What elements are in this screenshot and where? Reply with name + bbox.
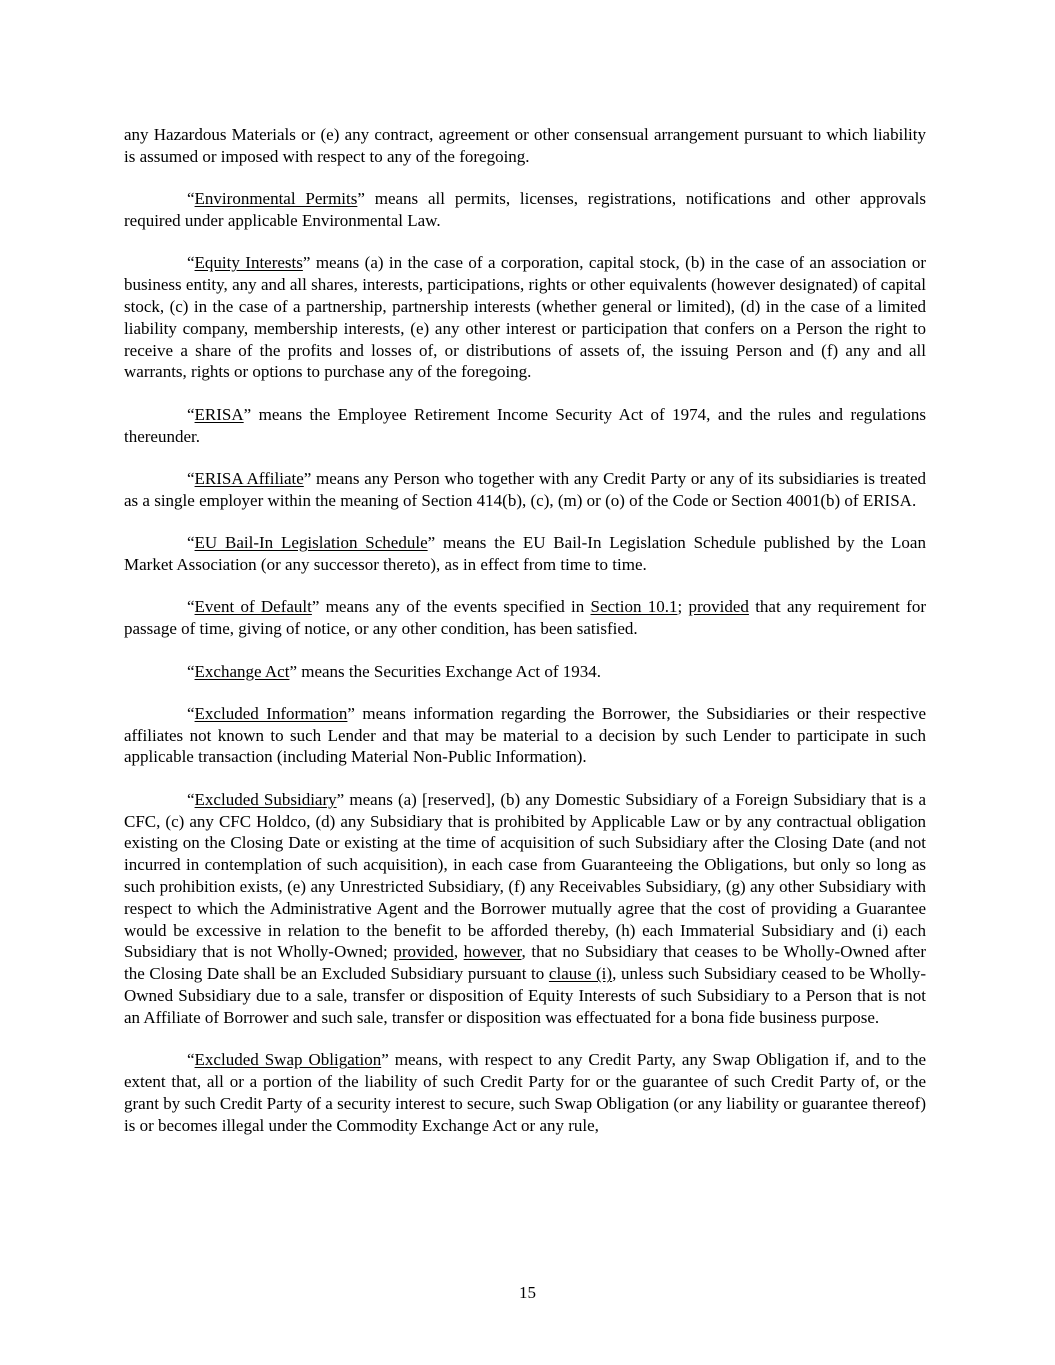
text-segment: “ (187, 189, 195, 209)
text-segment: “ (187, 253, 195, 273)
defined-term: Event of Default (194, 597, 312, 617)
text-segment: “ (187, 661, 195, 681)
text-segment: ” means any of the events specified in (311, 597, 591, 617)
definition-excluded-information (124, 703, 926, 768)
clause-reference: clause (i) (548, 964, 613, 984)
text-segment: “ (187, 404, 195, 424)
text-segment: “ (187, 468, 195, 488)
text-segment: “ (187, 703, 195, 723)
defined-term: Exchange Act (194, 661, 290, 681)
definition-event-of-default (124, 596, 926, 640)
definition-excluded-subsidiary (124, 789, 926, 1029)
text-segment: ” means the EU Bail-In Legislation Schedule published by the Loan Market Association (or any successor thereto), as in effect from time to time. (124, 533, 926, 574)
defined-term: EU Bail-In Legislation Schedule (194, 533, 428, 553)
text-segment: ” means the Employee Retirement Income Security Act of 1974, and the rules and regulations thereunder. (124, 404, 926, 446)
section-reference: Section 10.1 (590, 597, 678, 617)
definition-erisa (124, 404, 926, 448)
paragraph-continuation (124, 124, 926, 168)
text-segment: ” means any Person who together with any Credit Party or any of its subsidiaries is treated as a single employer within the meaning of Section 414(b), (c), (m) or (o) of the Code or Section 4001(b) of ERISA. (124, 468, 927, 510)
text-segment: ; (677, 597, 689, 617)
definition-eu-bail-in-legislation-schedule (124, 532, 926, 576)
text-segment: ” means, with respect to any Credit Party, any Swap Obligation if, and to the extent that, all or a portion of the liability of such Credit Party for or the guarantee of such Credit Party of, or the grant by such Credit Party of a security interest to secure, such Swap Obligation (or any liability or guarantee thereof) is or becomes illegal under the Commodity Exchange Act or any rule, (124, 1050, 926, 1135)
text-segment: ” means all permits, licenses, registrations, notifications and other approvals required under applicable Environmental Law. (124, 189, 926, 230)
defined-term: ERISA Affiliate (194, 468, 304, 488)
defined-term: Equity Interests (194, 253, 303, 273)
defined-term: Environmental Permits (194, 189, 358, 209)
text-segment: “ (187, 597, 195, 617)
definition-excluded-swap-obligation (124, 1049, 926, 1136)
text-segment: , unless such Subsidiary ceased to be Wholly-Owned Subsidiary due to a sale, transfer or disposition of Equity Interests of such Subsidiary to a Person that is not an Affiliate of Borrower and such sale, transfer or disposition was effectuated for a bona fide business purpose. (124, 964, 927, 1027)
proviso-term: provided (688, 597, 749, 617)
text-segment: “ (187, 1050, 195, 1070)
proviso-term: however (463, 942, 522, 962)
text-segment: that any requirement for passage of time, giving of notice, or any other condition, has been satisfied. (124, 597, 926, 639)
defined-term: ERISA (194, 404, 244, 424)
text-segment: ” means (a) [reserved], (b) any Domestic Subsidiary of a Foreign Subsidiary that is a CFC, (c) any CFC Holdco, (d) any Subsidiary that is prohibited by Applicable Law or by any contractual obligation existing on the Closing Date or existing at the time of acquisition of such Subsidiary after the Closing Date (and not incurred in contemplation of such acquisition), in each case from Guaranteeing the Obligations, but only so long as such prohibition exists, (e) any Unrestricted Subsidiary, (f) any Receivables Subsidiary, (g) any other Subsidiary with respect to which the Administrative Agent and the Borrower mutually agree that the cost of providing a Guarantee would be excessive in relation to the benefit to be afforded thereby, (h) each Immaterial Subsidiary and (i) each Subsidiary that is not Wholly-Owned; (124, 789, 926, 962)
defined-term: Excluded Information (194, 703, 348, 723)
document-page (124, 124, 926, 1157)
page-number: 15 (519, 1283, 536, 1302)
text-segment: , (453, 942, 464, 962)
definition-environmental-permits (124, 188, 926, 232)
text-segment: ” means the Securities Exchange Act of 1934. (289, 661, 602, 681)
definition-equity-interests (124, 252, 926, 383)
defined-term: Excluded Swap Obligation (194, 1050, 382, 1070)
text-segment: ” means (a) in the case of a corporation, capital stock, (b) in the case of an association or business entity, any and all shares, interests, participations, rights or other equivalents (however designated) of capital stock, (c) in the case of a partnership, partnership interests (whether general or limited), (d) in the case of a limited liability company, membership interests, (e) any other interest or participation that confers on a Person the right to receive a share of the profits and losses of, or distributions of assets of, the issuing Person and (f) any and all warrants, rights or options to purchase any of the foregoing. (124, 253, 926, 382)
text-segment: , that no Subsidiary that ceases to be Wholly-Owned after the Closing Date shall be an Excluded Subsidiary pursuant to (124, 942, 926, 984)
definition-exchange-act (124, 661, 926, 683)
defined-term: Excluded Subsidiary (194, 789, 337, 809)
text-segment: “ (187, 533, 195, 553)
text-segment: “ (187, 789, 195, 809)
definition-erisa-affiliate (124, 468, 926, 512)
proviso-term: provided (393, 942, 454, 962)
text-segment: any Hazardous Materials or (e) any contract, agreement or other consensual arrangement pursuant to which liability is assumed or imposed with respect to any of the foregoing. (124, 125, 926, 166)
text-segment: ” means information regarding the Borrower, the Subsidiaries or their respective affiliates not known to such Lender and that may be material to a decision by such Lender to participate in such applicable transaction (including Material Non-Public Information). (124, 703, 927, 767)
